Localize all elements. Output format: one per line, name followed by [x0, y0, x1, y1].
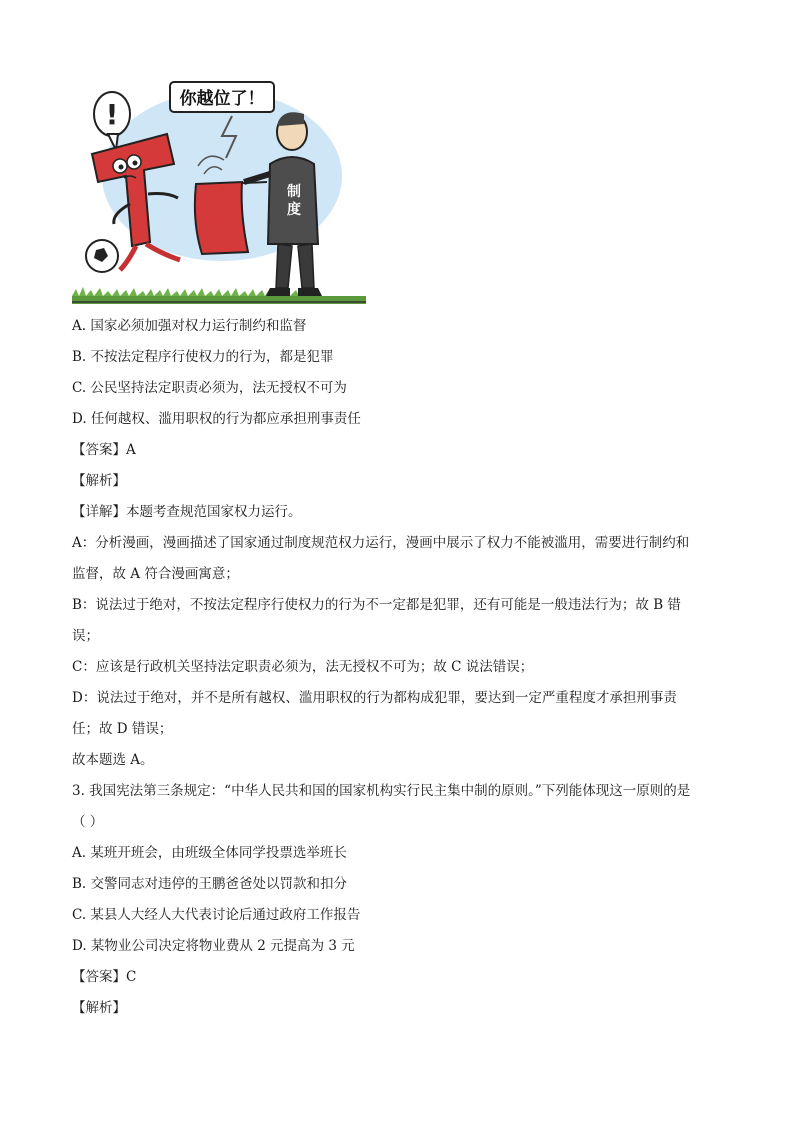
q3-stem-line-1: 3. 我国宪法第三条规定：“中华人民共和国的国家机构实行民主集中制的原则。”下列能体现这一原则的是 [72, 783, 691, 799]
q2-answer: 【答案】A [72, 442, 136, 458]
q2-option-b: B. 不按法定程序行使权力的行为，都是犯罪 [72, 349, 334, 365]
cartoon-illustration [72, 74, 366, 304]
soccer-ball-icon [86, 240, 118, 272]
q3-option-c: C. 某县人大经人大代表讨论后通过政府工作报告 [72, 907, 361, 923]
speech-bubble-text: 你越位了！ [179, 89, 265, 109]
q3-option-a: A. 某班开班会，由班级全体同学投票选举班长 [72, 845, 347, 861]
q2-detail-line: A：分析漫画，漫画描述了国家通过制度规范权力运行，漫画中展示了权力不能被滥用，需要进行制约和 [72, 535, 690, 551]
speech-bubble [170, 82, 274, 112]
exclamation-mark: ! [105, 98, 119, 131]
q3-analysis-heading: 【解析】 [72, 1000, 126, 1016]
q2-detail-line: 误； [72, 628, 99, 644]
q3-answer: 【答案】C [72, 969, 137, 985]
q3-option-d: D. 某物业公司决定将物业费从 2 元提高为 3 元 [72, 938, 355, 954]
q2-detail-line: D：说法过于绝对，并不是所有越权、滥用职权的行为都构成犯罪，要达到一定严重程度才承担刑事责 [72, 690, 677, 706]
q2-detail-line: 任；故 D 错误； [72, 721, 173, 737]
q3-stem-line-2: （ ） [72, 814, 104, 830]
q2-option-c: C. 公民坚持法定职责必须为，法无授权不可为 [72, 380, 347, 396]
referee-shirt-label-2: 度 [287, 202, 301, 218]
q2-analysis-heading: 【解析】 [72, 473, 126, 489]
grass [72, 296, 366, 304]
q3-option-b: B. 交警同志对违停的王鹏爸爸处以罚款和扣分 [72, 876, 348, 892]
q2-detail-line: C：应该是行政机关坚持法定职责必须为，法无授权不可为；故 C 说法错误； [72, 659, 534, 675]
q2-option-d: D. 任何越权、滥用职权的行为都应承担刑事责任 [72, 411, 361, 427]
q2-detail-line: 故本题选 A。 [72, 752, 154, 768]
q2-option-a: A. 国家必须加强对权力运行制约和监督 [72, 318, 307, 334]
referee-shirt-label-1: 制 [287, 184, 301, 200]
q2-detail-line: B：说法过于绝对，不按法定程序行使权力的行为不一定都是犯罪，还有可能是一般违法行为；故 B 错 [72, 597, 681, 613]
q2-detail-line: 【详解】本题考查规范国家权力运行。 [72, 504, 302, 520]
q2-detail-line: 监督，故 A 符合漫画寓意； [72, 566, 239, 582]
